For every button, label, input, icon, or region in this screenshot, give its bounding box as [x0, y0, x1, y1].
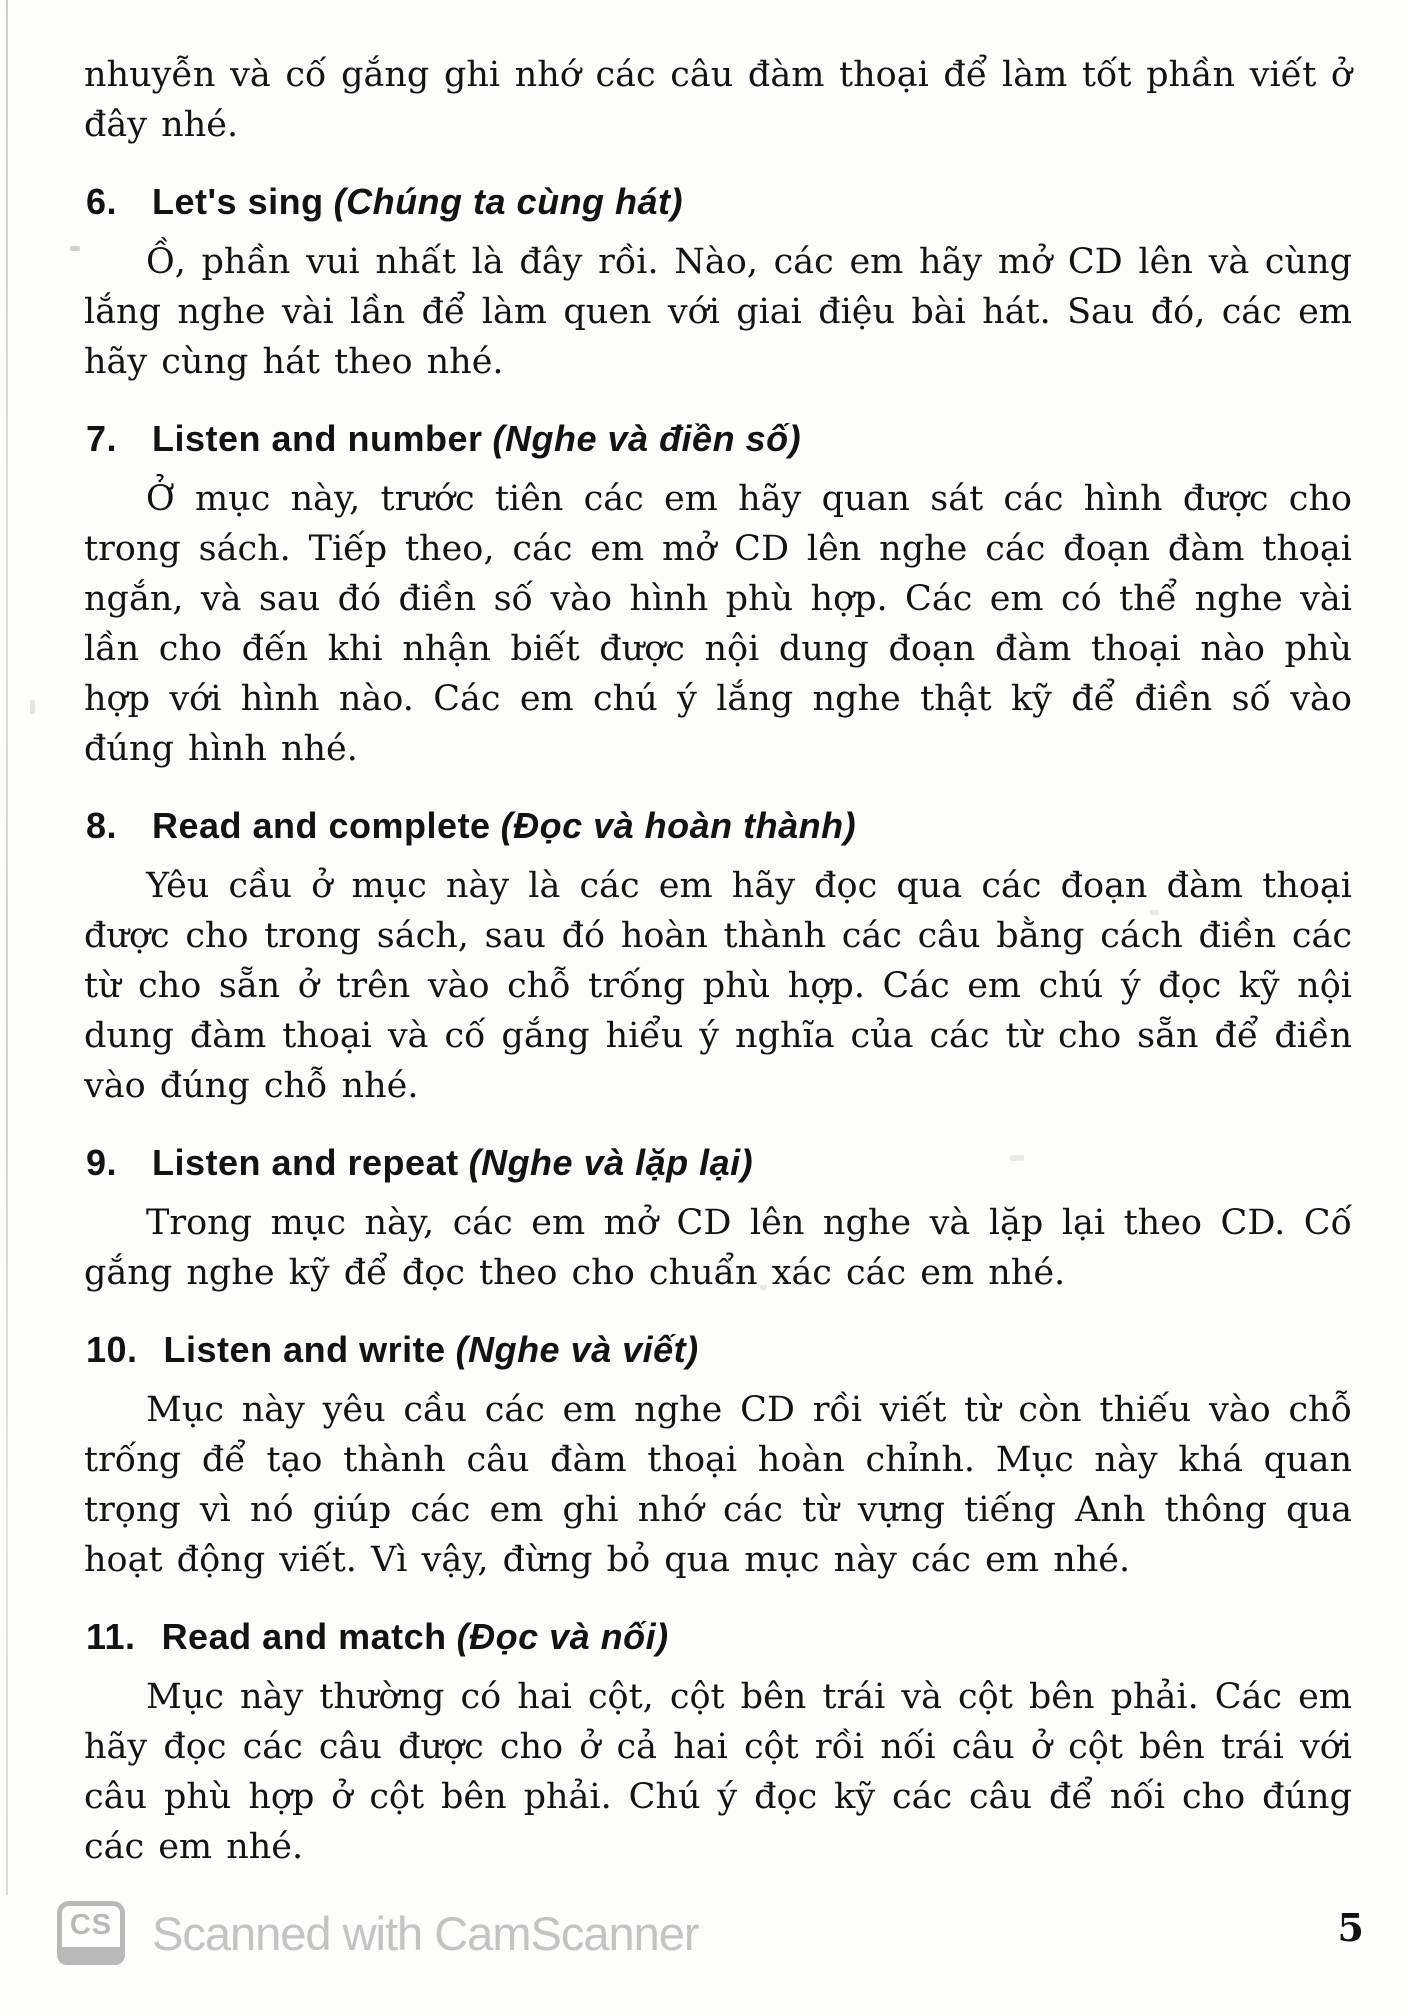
page-number: 5 [1337, 1905, 1364, 1950]
guide-section-10 [84, 1325, 1352, 1585]
section-paragraph: Mục này yêu cầu các em nghe CD rồi viết từ còn thiếu vào chỗ trống để tạo thành câu đàm thoại hoàn chỉnh. Mục này khá quan trọng vì nó giúp các em ghi nhớ các từ vựng tiếng Anh thông qua hoạt động viết. Vì vậy, đừng bỏ qua mục này các em nhé. [84, 1390, 1352, 1580]
scan-edge-artifact [6, 0, 8, 1895]
section-title-vietnamese: (Đọc và hoàn thành) [500, 805, 857, 846]
section-heading [86, 414, 1352, 464]
camscanner-logo-text: CS [69, 1909, 113, 1941]
camscanner-logo-icon [57, 1901, 125, 1965]
section-number: 9. [86, 1142, 118, 1183]
section-paragraph: Mục này thường có hai cột, cột bên trái và cột bên phải. Các em hãy đọc các câu được cho ở cả hai cột rồi nối câu ở cột bên trái với câu phù hợp ở cột bên phải. Chú ý đọc kỹ các câu để nối cho đúng các em nhé. [84, 1677, 1352, 1867]
guide-section-11 [84, 1612, 1352, 1872]
section-number: 8. [86, 805, 118, 846]
camscanner-logo-band [57, 1947, 125, 1965]
guide-section-6 [84, 177, 1352, 387]
section-title-english: Let's sing [152, 181, 324, 222]
section-paragraph: Ồ, phần vui nhất là đây rồi. Nào, các em hãy mở CD lên và cùng lắng nghe vài lần để làm quen với giai điệu bài hát. Sau đó, các em hãy cùng hát theo nhé. [84, 242, 1352, 382]
section-heading [86, 1612, 1352, 1662]
section-title-vietnamese: (Đọc và nối) [456, 1616, 669, 1657]
section-paragraph: Yêu cầu ở mục này là các em hãy đọc qua các đoạn đàm thoại được cho trong sách, sau đó hoàn thành các câu bằng cách điền các từ cho sẵn ở trên vào chỗ trống phù hợp. Các em chú ý đọc kỹ nội dung đàm thoại và cố gắng hiểu ý nghĩa của các từ cho sẵn để điền vào đúng chỗ nhé. [84, 866, 1352, 1106]
section-number: 10. [86, 1329, 138, 1370]
guide-section-8 [84, 801, 1352, 1111]
section-heading [86, 801, 1352, 851]
camscanner-watermark [57, 1901, 699, 1965]
section-title-vietnamese: (Chúng ta cùng hát) [333, 181, 684, 222]
continuation-paragraph: nhuyễn và cố gắng ghi nhớ các câu đàm thoại để làm tốt phần viết ở đây nhé. [84, 55, 1352, 145]
section-number: 11. [86, 1616, 136, 1657]
guide-section-9 [84, 1138, 1352, 1298]
section-heading [86, 1325, 1352, 1375]
section-number: 7. [86, 418, 118, 459]
page-text-column [84, 50, 1352, 1872]
scan-speck [30, 700, 35, 714]
watermark-label: Scanned with CamScanner [152, 1906, 699, 1960]
scan-speck [70, 246, 80, 251]
section-title-vietnamese: (Nghe và điền số) [492, 418, 802, 459]
section-title-english: Listen and write [163, 1329, 446, 1370]
section-heading [86, 1138, 1352, 1188]
guide-section-7 [84, 414, 1352, 774]
section-title-english: Listen and number [152, 418, 483, 459]
section-number: 6. [86, 181, 118, 222]
section-title-english: Read and complete [152, 805, 491, 846]
section-title-english: Listen and repeat [152, 1142, 459, 1183]
section-title-vietnamese: (Nghe và lặp lại) [468, 1142, 754, 1183]
section-title-english: Read and match [161, 1616, 447, 1657]
section-paragraph: Trong mục này, các em mở CD lên nghe và lặp lại theo CD. Cố gắng nghe kỹ để đọc theo cho chuẩn xác các em nhé. [84, 1203, 1352, 1293]
section-heading [86, 177, 1352, 227]
section-paragraph: Ở mục này, trước tiên các em hãy quan sát các hình được cho trong sách. Tiếp theo, các em mở CD lên nghe các đoạn đàm thoại ngắn, và sau đó điền số vào hình phù hợp. Các em có thể nghe vài lần cho đến khi nhận biết được nội dung đoạn đàm thoại nào phù hợp với hình nào. Các em chú ý lắng nghe thật kỹ để điền số vào đúng hình nhé. [84, 479, 1352, 769]
section-title-vietnamese: (Nghe và viết) [455, 1329, 699, 1370]
